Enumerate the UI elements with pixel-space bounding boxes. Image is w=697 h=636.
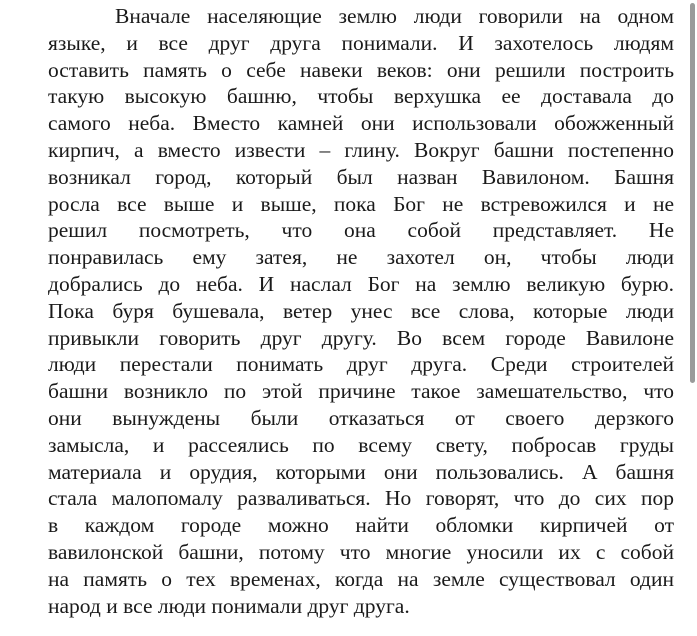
- paragraph-line: замысла, и рассеялись по всему свету, побросав груды: [48, 432, 674, 457]
- paragraph-line: башни возникло по этой причине такое замешательство, что: [48, 379, 674, 404]
- paragraph-line: стала малопомалу разваливаться. Но говорят, что до сих пор: [48, 486, 674, 511]
- paragraph-line: народ и все люди понимали друг друга.: [48, 593, 410, 618]
- paragraph-line: материала и орудия, которыми они пользовались. А башня: [48, 459, 674, 484]
- paragraph-line: оставить память о себе навеки веков: они решили построить: [48, 57, 674, 82]
- paragraph-line: кирпич, а вместо извести – глину. Вокруг башни постепенно: [48, 137, 674, 162]
- paragraph-line: самого неба. Вместо камней они использовали обожженный: [48, 111, 674, 136]
- paragraph-line: понравилась ему затея, не захотел он, чтобы люди: [48, 245, 674, 270]
- paragraph-line: на память о тех временах, когда на земле существовал один: [48, 566, 674, 591]
- scrollbar-thumb[interactable]: [690, 3, 695, 383]
- paragraph-line: в каждом городе можно найти обломки кирпичей от: [48, 513, 674, 538]
- paragraph-line: они вынуждены были отказаться от своего дерзкого: [48, 405, 674, 430]
- paragraph-line: такую высокую башню, чтобы верхушка ее доставала до: [48, 84, 674, 109]
- paragraph-line: росла все выше и выше, пока Бог не встревожился и не: [48, 191, 674, 216]
- paragraph-line: привыкли говорить друг другу. Во всем городе Вавилоне: [48, 325, 674, 350]
- vertical-scrollbar[interactable]: [687, 0, 697, 636]
- paragraph-line: возникал город, который был назван Вавилоном. Башня: [48, 164, 674, 189]
- paragraph-line: Вначале населяющие землю люди говорили на одном: [115, 4, 674, 28]
- paragraph-line: языке, и все друг друга понимали. И захотелось людям: [48, 30, 674, 55]
- story-paragraph: [48, 3, 674, 619]
- paragraph-line: люди перестали понимать друг друга. Среди строителей: [48, 352, 674, 377]
- paragraph-line: добрались до неба. И наслал Бог на землю великую бурю.: [48, 271, 674, 296]
- paragraph-line: Пока буря бушевала, ветер унес все слова, которые люди: [48, 298, 674, 323]
- paragraph-line: решил посмотреть, что она собой представляет. Не: [48, 218, 674, 243]
- paragraph-line: вавилонской башни, потому что многие уносили их с собой: [48, 539, 674, 564]
